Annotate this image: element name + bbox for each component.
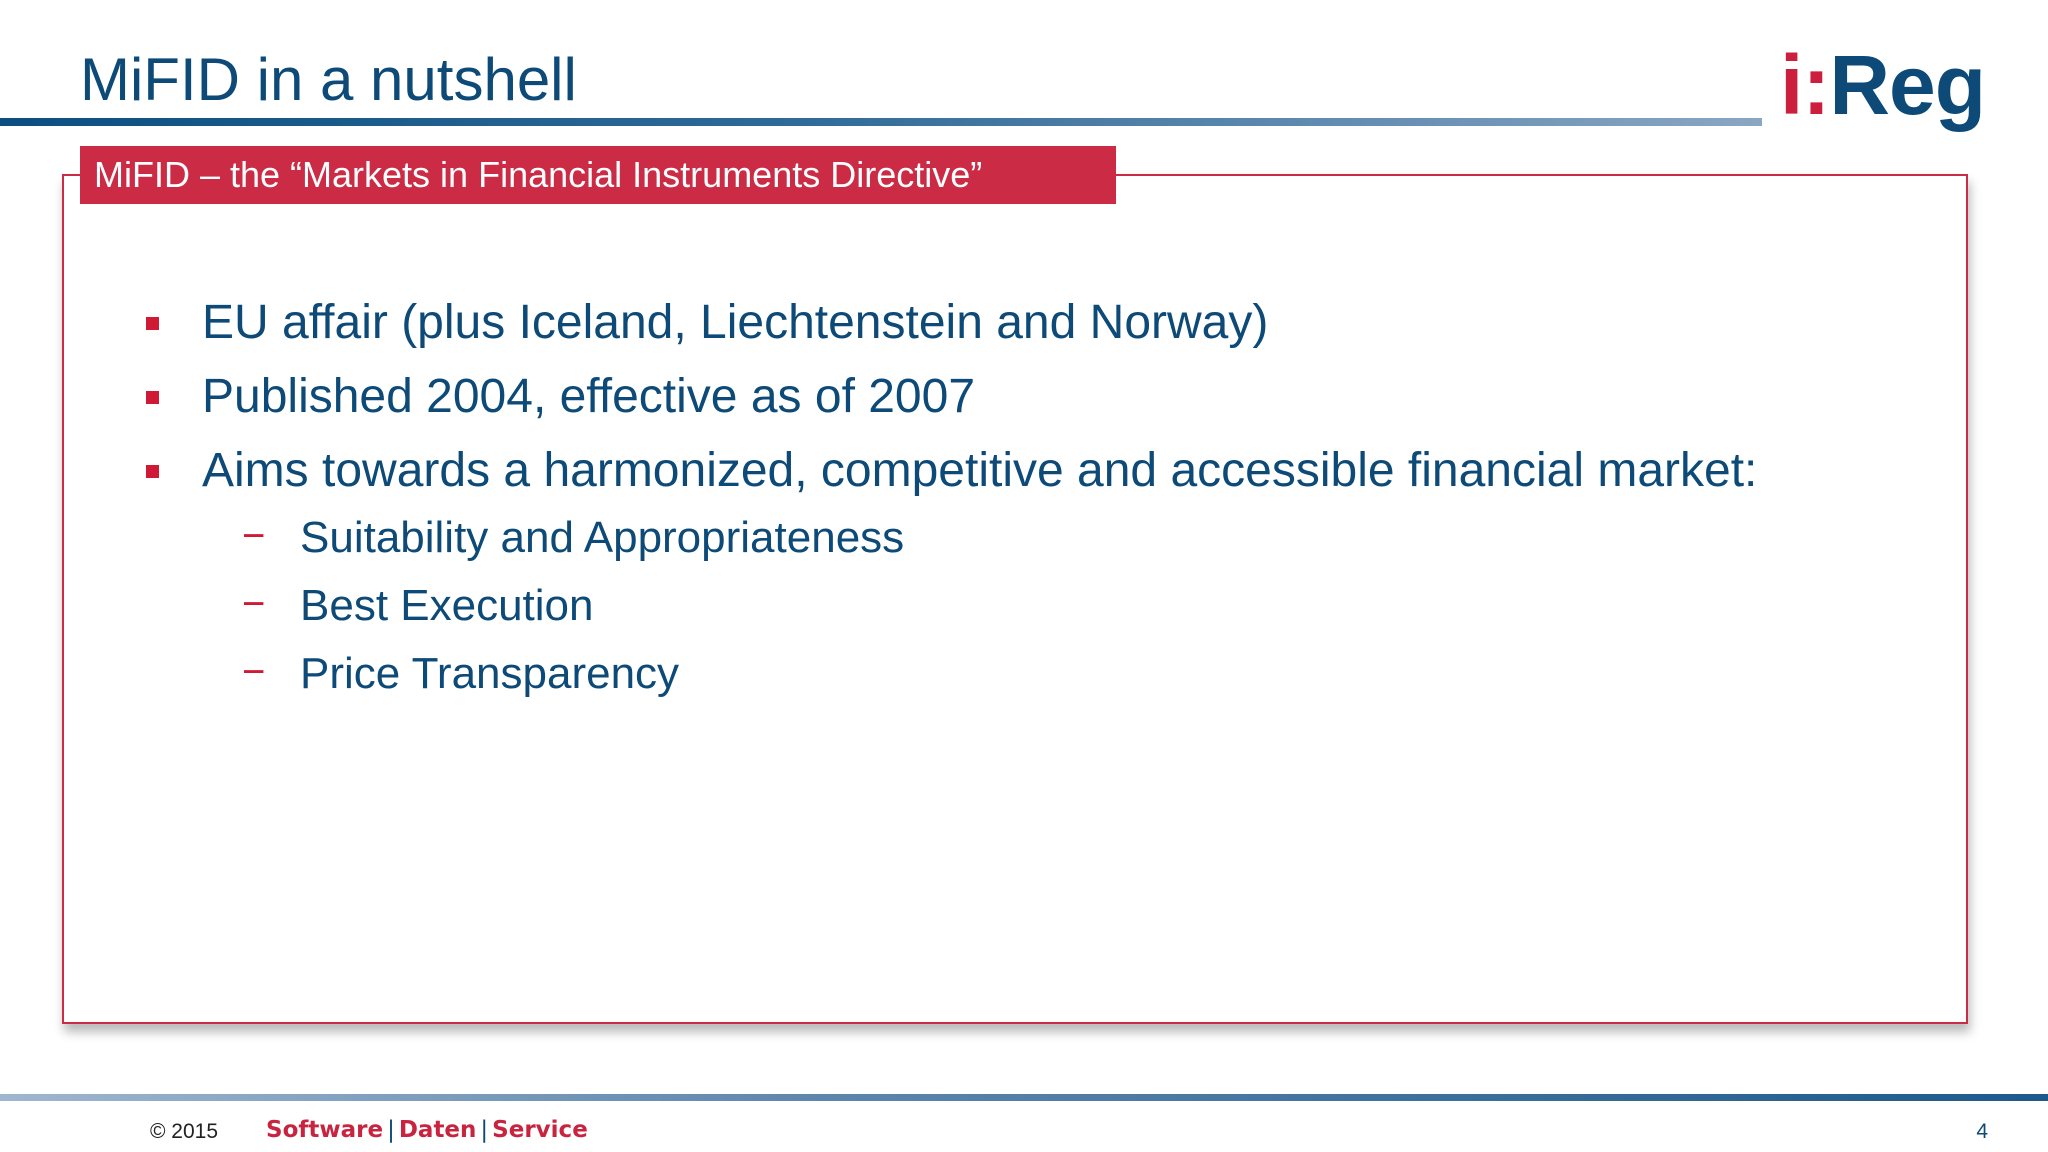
sub-bullet-item <box>242 572 1742 640</box>
sub-bullet-item <box>242 640 1742 708</box>
bullet-list <box>146 286 1946 508</box>
footer-copyright: © 2015 <box>150 1120 219 1143</box>
ireg-logo <box>1780 40 1985 130</box>
bullet-square-icon <box>146 465 159 478</box>
bullet-item <box>146 360 1946 434</box>
tagline-separator: | <box>480 1117 489 1143</box>
content-box-header: MiFID – the “Markets in Financial Instruments Directive” <box>80 146 1116 204</box>
sub-bullet-text: Suitability and Appropriateness <box>300 513 905 562</box>
logo-word: Reg <box>1829 38 1986 132</box>
bullet-text: Aims towards a harmonized, competitive and accessible financial market: <box>202 444 1758 497</box>
dash-icon: − <box>242 650 266 694</box>
title-underline <box>0 118 1762 126</box>
bullet-text: EU affair (plus Iceland, Liechtenstein and Norway) <box>202 296 1269 349</box>
sub-bullet-text: Price Transparency <box>300 649 680 698</box>
slide-title: MiFID in a nutshell <box>80 46 577 113</box>
dash-icon: − <box>242 582 266 626</box>
dash-icon: − <box>242 514 266 558</box>
footer-tagline <box>266 1115 588 1145</box>
sub-bullet-list <box>242 504 1742 708</box>
bullet-square-icon <box>146 391 159 404</box>
bullet-text: Published 2004, effective as of 2007 <box>202 370 976 423</box>
page-number: 4 <box>1976 1120 1988 1143</box>
bullet-item <box>146 286 1946 360</box>
tagline-separator: | <box>387 1117 395 1143</box>
bullet-item <box>146 434 1946 508</box>
tagline-daten: Daten <box>398 1117 477 1143</box>
sub-bullet-text: Best Execution <box>300 581 594 630</box>
logo-colon: : <box>1802 38 1830 132</box>
sub-bullet-item <box>242 504 1742 572</box>
footer-rule <box>0 1094 2048 1101</box>
logo-letter-i: i <box>1780 38 1803 132</box>
tagline-software: Software <box>266 1117 384 1143</box>
tagline-service: Service <box>492 1117 588 1143</box>
bullet-square-icon <box>146 317 159 330</box>
